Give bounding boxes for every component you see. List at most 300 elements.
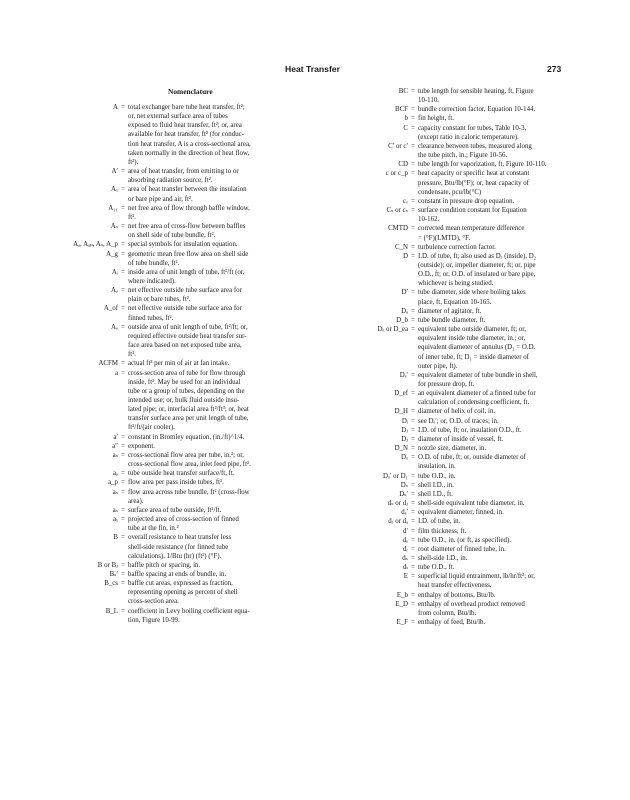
equals-sign: = bbox=[411, 124, 415, 132]
definition-line: surface condition constant for Equation bbox=[418, 207, 527, 215]
equals-sign: = bbox=[411, 252, 415, 260]
entry-symbol: BC bbox=[398, 88, 408, 95]
nomenclature-entry bbox=[336, 499, 598, 508]
nomenclature-entry bbox=[336, 224, 598, 242]
entry-symbol: Cₛ or cₛ bbox=[386, 207, 408, 215]
equals-sign: = bbox=[121, 268, 125, 276]
entry-definition bbox=[418, 499, 598, 508]
entry-definition bbox=[418, 105, 598, 114]
entry-symbol: E bbox=[403, 573, 408, 581]
nomenclature-entry bbox=[40, 478, 330, 487]
nomenclature-entry bbox=[336, 417, 598, 426]
definition-line: outside area of unit length of tube, ft²/ft; or, bbox=[128, 323, 248, 331]
equals-sign: = bbox=[411, 518, 415, 526]
entry-symbol: dⱼ or dₐ bbox=[388, 518, 408, 526]
definition-line: finned tubes, ft². bbox=[128, 314, 174, 322]
entry-symbol: D_ef bbox=[394, 390, 408, 398]
entry-definition bbox=[418, 618, 598, 627]
entry-definition bbox=[418, 563, 598, 572]
definition-line: baffle spacing at ends of bundle, in. bbox=[128, 570, 227, 578]
definition-line: tion, Figure 10-99. bbox=[128, 616, 180, 624]
entry-definition bbox=[128, 506, 330, 515]
entry-definition bbox=[418, 490, 598, 499]
entry-definition bbox=[418, 160, 598, 169]
nomenclature-entry bbox=[336, 169, 598, 196]
nomenclature-entry bbox=[336, 554, 598, 563]
definition-line: place, ft, Equation 10-165. bbox=[418, 298, 492, 306]
equals-sign: = bbox=[411, 289, 415, 297]
definition-line: baffle pitch or spacing, in. bbox=[128, 561, 201, 569]
nomenclature-entry bbox=[336, 517, 598, 526]
definition-line: see Dₑ′; or, O.D. of traces; in. bbox=[418, 417, 499, 425]
nomenclature-entry bbox=[336, 527, 598, 536]
definition-line: representing opening as percent of shell bbox=[128, 589, 238, 597]
equals-sign: = bbox=[411, 115, 415, 123]
definition-line: 10-162. bbox=[418, 216, 440, 224]
definition-line: required effective outside heat transfer sur- bbox=[128, 332, 247, 340]
entry-symbol: C′ or c′ bbox=[388, 142, 408, 150]
entry-symbol: E_b bbox=[396, 591, 408, 599]
definition-line: whichever is being studied. bbox=[418, 280, 494, 288]
nomenclature-entry bbox=[336, 114, 598, 123]
equals-sign: = bbox=[121, 104, 125, 111]
definition-line: projected area of cross-section of finned bbox=[128, 516, 239, 524]
equals-sign: = bbox=[121, 607, 125, 615]
nomenclature-entry bbox=[336, 435, 598, 444]
definition-line: tube O.D., ft. bbox=[418, 564, 455, 572]
equals-sign: = bbox=[121, 433, 125, 441]
definition-line: plain or bare tubes, ft². bbox=[128, 296, 191, 304]
nomenclature-entry bbox=[336, 536, 598, 545]
definition-line: equivalent diameter of annulus (D₂ = O.D. bbox=[418, 344, 536, 352]
definition-line: tube bundle diameter, ft. bbox=[418, 316, 486, 324]
definition-line: of inner tube, ft; D₁ = inside diameter of bbox=[418, 353, 529, 361]
equals-sign: = bbox=[411, 454, 415, 462]
definition-line: insulation, in. bbox=[418, 463, 456, 471]
nomenclature-entry bbox=[336, 371, 598, 389]
definition-line: cross-sectional flow area per tube, in.²; or, bbox=[128, 451, 245, 459]
definition-line: face area based on net exposed tube area, bbox=[128, 342, 242, 350]
section-heading: Nomenclature bbox=[168, 87, 213, 96]
definition-line: coefficient in Levy boiling coefficient equa- bbox=[128, 607, 250, 615]
equals-sign: = bbox=[411, 527, 415, 535]
definition-line: overall resistance to heat transfer less bbox=[128, 534, 232, 542]
entry-definition bbox=[128, 369, 330, 433]
definition-line: heat capacity or specific heat at constant bbox=[418, 170, 530, 178]
definition-line: net free area of cross-flow between baffles bbox=[128, 223, 246, 231]
nomenclature-entry bbox=[40, 607, 330, 625]
entry-symbol: b bbox=[404, 115, 408, 123]
entry-definition bbox=[418, 591, 598, 600]
nomenclature-entry bbox=[336, 389, 598, 407]
entry-symbol: a″ bbox=[112, 442, 118, 450]
entry-symbol: C_N bbox=[394, 243, 408, 251]
definition-line: cross-section area of tube for flow through bbox=[128, 369, 246, 377]
entry-symbol: ACFM bbox=[98, 360, 118, 368]
definition-line: available for heat transfer, ft² (for conduc- bbox=[128, 131, 244, 139]
equals-sign: = bbox=[411, 481, 415, 489]
equals-sign: = bbox=[121, 223, 125, 231]
nomenclature-entry bbox=[336, 105, 598, 114]
entry-definition bbox=[418, 407, 598, 416]
entry-definition bbox=[128, 561, 330, 570]
definition-line: absorbing radiation source, ft². bbox=[128, 177, 213, 185]
definition-line: or, net external surface area of tubes bbox=[128, 113, 228, 121]
equals-sign: = bbox=[411, 435, 415, 443]
definition-line: shell-side resistance (for finned tube bbox=[128, 543, 229, 551]
definition-line: lated pipe; or, interfacial area ft²/ft³; or, heat bbox=[128, 406, 249, 414]
entry-definition bbox=[418, 417, 598, 426]
nomenclature-entry bbox=[40, 451, 330, 469]
definition-line: intended use; or, bulk fluid outside insu- bbox=[128, 397, 240, 404]
nomenclature-entry bbox=[40, 533, 330, 560]
entry-definition bbox=[128, 268, 330, 286]
entry-definition bbox=[128, 533, 330, 560]
nomenclature-entry bbox=[40, 561, 330, 570]
nomenclature-entry bbox=[336, 325, 598, 371]
equals-sign: = bbox=[121, 442, 125, 450]
definition-line: baffle cut areas, expressed as fraction, bbox=[128, 580, 233, 588]
entry-symbol: aₓ bbox=[112, 516, 118, 524]
nomenclature-entry bbox=[336, 206, 598, 224]
entry-symbol: Dₒ bbox=[401, 454, 408, 462]
definition-line: inside area of unit length of tube, ft²/ft (or, bbox=[128, 268, 245, 276]
definition-line: tube outside heat transfer surface/ft, ft. bbox=[128, 470, 235, 478]
equals-sign: = bbox=[411, 445, 415, 453]
definition-line: net free area of flow through baffle window, bbox=[128, 204, 250, 212]
nomenclature-entry bbox=[336, 572, 598, 590]
definition-line: nozzle size, diameter, in. bbox=[418, 445, 487, 453]
definition-line: condensate, pcu/lb(°C) bbox=[418, 188, 482, 196]
definition-line: an equivalent diameter of a finned tube for bbox=[418, 390, 536, 398]
nomenclature-entry bbox=[336, 197, 598, 206]
definition-line: flow area per pass inside tubes, ft². bbox=[128, 479, 224, 487]
equals-sign: = bbox=[121, 451, 125, 459]
entry-symbol: Bₛ′ bbox=[109, 570, 118, 578]
definition-line: enthalpy of overhead product removed bbox=[418, 600, 525, 608]
definition-line: cross-sectional flow area, inlet feed pipe, ft². bbox=[128, 461, 251, 469]
nomenclature-entry bbox=[336, 490, 598, 499]
entry-definition bbox=[128, 607, 330, 625]
definition-line: shell I.D., ft. bbox=[418, 490, 453, 498]
entry-definition bbox=[128, 515, 330, 533]
nomenclature-entry bbox=[336, 618, 598, 627]
entry-symbol: D_N bbox=[394, 445, 408, 453]
entry-symbol: CD bbox=[398, 161, 408, 169]
entry-symbol: dᵣ bbox=[402, 545, 408, 553]
equals-sign: = bbox=[411, 564, 415, 572]
entry-symbol: Aₓ bbox=[111, 186, 118, 194]
nomenclature-entry bbox=[336, 124, 598, 142]
nomenclature-entry bbox=[40, 286, 330, 304]
entry-definition bbox=[128, 204, 330, 222]
equals-sign: = bbox=[121, 305, 125, 313]
definition-line: area). bbox=[128, 497, 144, 505]
entry-symbol: A₁₁ bbox=[108, 204, 118, 212]
equals-sign: = bbox=[121, 241, 125, 249]
definition-line: film thickness, ft. bbox=[418, 527, 467, 535]
entry-symbol: dₒ bbox=[402, 536, 408, 544]
entry-definition bbox=[418, 435, 598, 444]
definition-line: tube diameter, side where boiling takes bbox=[418, 289, 526, 297]
entry-symbol: B bbox=[113, 534, 118, 542]
entry-symbol: a bbox=[114, 369, 118, 377]
definition-line: the tube pitch, in.; Figure 10-56. bbox=[418, 152, 508, 160]
definition-line: net effective outside tube surface area for bbox=[128, 287, 242, 295]
equals-sign: = bbox=[411, 545, 415, 553]
equals-sign: = bbox=[121, 479, 125, 487]
entry-definition bbox=[418, 572, 598, 590]
definition-line: O.D., ft; or, O.D. of insulated or bare pipe, bbox=[418, 271, 536, 279]
entry-symbol: BCF bbox=[394, 106, 408, 114]
definition-line: heat transfer effectiveness. bbox=[418, 582, 492, 590]
equals-sign: = bbox=[411, 390, 415, 398]
entry-definition bbox=[128, 250, 330, 268]
definition-line: calculations), 1/Btu (hr) (ft²) (°F). bbox=[128, 552, 222, 560]
entry-definition bbox=[128, 103, 330, 167]
entry-definition bbox=[418, 527, 598, 536]
entry-symbol: Aₐ, Aₐₚ, Aₛ, A_p bbox=[73, 241, 118, 249]
equals-sign: = bbox=[411, 243, 415, 251]
definition-line: cross-section area. bbox=[128, 598, 179, 606]
entry-definition bbox=[418, 124, 598, 142]
entry-definition bbox=[418, 288, 598, 306]
nomenclature-entry bbox=[40, 240, 330, 249]
definition-line: O.D. of tube, ft; or, outside diameter of bbox=[418, 454, 526, 462]
entry-symbol: Aₒ bbox=[111, 323, 118, 331]
definition-line: pressure, Btu/lb(°F); or, heat capacity of bbox=[418, 179, 529, 187]
nomenclature-entry bbox=[336, 563, 598, 572]
definition-line: 10-110. bbox=[418, 97, 439, 105]
definition-line: of tube bundle, ft². bbox=[128, 259, 180, 267]
definition-line: equivalent diameter of tube bundle in shell, bbox=[418, 371, 538, 379]
equals-sign: = bbox=[411, 417, 415, 425]
definition-line: taken normally in the direction of heat flow, bbox=[128, 149, 250, 157]
entry-symbol: D_H bbox=[394, 408, 408, 416]
equals-sign: = bbox=[411, 536, 415, 544]
entry-definition bbox=[418, 307, 598, 316]
entry-symbol: Aᵢ bbox=[111, 268, 118, 276]
nomenclature-entry bbox=[40, 222, 330, 240]
definition-line: I.D. of tube, ft; or, insulation O.D., ft. bbox=[418, 426, 522, 434]
equals-sign: = bbox=[121, 204, 125, 212]
definition-line: tion heat transfer, A is a cross-sectional area, bbox=[128, 140, 251, 148]
equals-sign: = bbox=[411, 88, 415, 95]
equals-sign: = bbox=[121, 186, 125, 194]
definition-line: actual ft³ per min of air at fan intake. bbox=[128, 360, 230, 368]
equals-sign: = bbox=[121, 506, 125, 514]
entry-symbol: A_g bbox=[106, 250, 118, 258]
entry-definition bbox=[418, 444, 598, 453]
definition-line: geometric mean free flow area on shell side bbox=[128, 250, 249, 258]
definition-line: clearance between tubes, measured along bbox=[418, 142, 532, 150]
equals-sign: = bbox=[121, 580, 125, 588]
entry-symbol: Dⱼ bbox=[401, 435, 408, 443]
definition-line: turbulence correction factor. bbox=[418, 243, 496, 251]
entry-definition bbox=[418, 517, 598, 526]
entry-definition bbox=[128, 185, 330, 203]
definition-line: I.D. of tube, in. bbox=[418, 518, 461, 526]
entry-symbol: Dₑ or D_ea bbox=[377, 326, 408, 334]
nomenclature-entry bbox=[40, 323, 330, 360]
definition-line: tube O.D., in. bbox=[418, 472, 456, 480]
entry-definition bbox=[418, 508, 598, 517]
page-number: 273 bbox=[547, 64, 562, 74]
definition-line: corrected mean temperature difference bbox=[418, 225, 525, 233]
entry-definition bbox=[128, 478, 330, 487]
nomenclature-entry bbox=[40, 304, 330, 322]
entry-symbol: Dₒ′ or D₁ bbox=[382, 472, 408, 480]
entry-symbol: Aₒ bbox=[111, 287, 118, 295]
nomenclature-entry bbox=[40, 515, 330, 533]
entry-symbol: E_D bbox=[395, 600, 408, 608]
entry-symbol: A bbox=[113, 104, 118, 111]
definition-line: shell-side I.D., in. bbox=[418, 554, 468, 562]
nomenclature-entry bbox=[40, 204, 330, 222]
equals-sign: = bbox=[411, 106, 415, 114]
definition-line: ft²). bbox=[128, 158, 139, 166]
nomenclature-entry bbox=[336, 160, 598, 169]
definition-line: flow area across tube bundle, ft² (cross-flow bbox=[128, 488, 250, 496]
nomenclature-entry bbox=[336, 444, 598, 453]
equals-sign: = bbox=[411, 472, 415, 480]
definition-line: equivalent inside tube diameter, in.; or, bbox=[418, 335, 526, 343]
nomenclature-entry bbox=[40, 359, 330, 368]
entry-symbol: E_F bbox=[396, 619, 408, 627]
equals-sign: = bbox=[411, 591, 415, 599]
right-entry-list bbox=[336, 87, 598, 627]
definition-line: or bare pipe and air, ft². bbox=[128, 195, 193, 203]
equals-sign: = bbox=[121, 561, 125, 569]
equals-sign: = bbox=[411, 142, 415, 150]
entry-symbol: Dₛ bbox=[400, 481, 408, 489]
entry-symbol: cᵥ bbox=[402, 197, 408, 205]
entry-symbol: aₛ bbox=[112, 506, 118, 514]
entry-definition bbox=[418, 453, 598, 471]
nomenclature-entry bbox=[40, 103, 330, 167]
equals-sign: = bbox=[121, 516, 125, 524]
nomenclature-entry bbox=[40, 579, 330, 606]
nomenclature-entry bbox=[336, 288, 598, 306]
definition-line: fin height, ft. bbox=[418, 115, 454, 123]
equals-sign: = bbox=[121, 570, 125, 578]
definition-line: outer pipe, ft). bbox=[418, 362, 458, 370]
equals-sign: = bbox=[411, 554, 415, 562]
nomenclature-entry bbox=[336, 87, 598, 105]
entry-definition bbox=[418, 481, 598, 490]
entry-symbol: B_cs bbox=[104, 580, 118, 588]
definition-line: diameter of helix of coil, in. bbox=[418, 408, 496, 416]
entry-symbol: Aₛ bbox=[110, 223, 118, 231]
entry-definition bbox=[418, 545, 598, 554]
definition-line: superficial liquid entrainment, lb/hr/ft²; or, bbox=[418, 573, 535, 581]
definition-line: total exchanger bare tube heat transfer, ft²; bbox=[128, 104, 245, 111]
definition-line: enthalpy of feed, Btu/lb. bbox=[418, 619, 486, 627]
equals-sign: = bbox=[411, 207, 415, 215]
entry-definition bbox=[418, 197, 598, 206]
nomenclature-entry bbox=[40, 167, 330, 185]
right-column bbox=[336, 87, 598, 627]
entry-definition bbox=[128, 433, 330, 442]
equals-sign: = bbox=[411, 600, 415, 608]
entry-definition bbox=[418, 389, 598, 407]
equals-sign: = bbox=[411, 573, 415, 581]
entry-definition bbox=[418, 554, 598, 563]
entry-symbol: dₛ or dⱼ bbox=[387, 500, 408, 508]
entry-definition bbox=[128, 286, 330, 304]
definition-line: exponent. bbox=[128, 442, 155, 450]
definition-line: area of heat transfer, from emitting to or bbox=[128, 168, 239, 176]
definition-line: special symbols for insulation equation. bbox=[128, 241, 238, 249]
equals-sign: = bbox=[121, 250, 125, 258]
definition-line: tube length for vaporization, ft, Figure 10-110. bbox=[418, 161, 547, 169]
entry-symbol: Dⱼ bbox=[401, 426, 408, 434]
entry-definition bbox=[128, 570, 330, 579]
entry-definition bbox=[418, 325, 598, 371]
definition-line: equivalent tube outside diameter, ft; or, bbox=[418, 326, 526, 334]
entry-definition bbox=[418, 206, 598, 224]
definition-line: shell-side equivalent tube diameter, in. bbox=[418, 500, 525, 508]
equals-sign: = bbox=[121, 287, 125, 295]
entry-symbol: A′ bbox=[111, 168, 118, 176]
definition-line: equivalent diameter, finned, in. bbox=[418, 509, 504, 517]
entry-symbol: c or c_p bbox=[385, 170, 408, 178]
running-header bbox=[0, 64, 630, 78]
equals-sign: = bbox=[411, 326, 415, 334]
definition-line: capacity constant for tubes, Table 10-3, bbox=[418, 124, 527, 132]
nomenclature-entry bbox=[336, 481, 598, 490]
definition-line: constant in pressure drop equation. bbox=[418, 197, 515, 205]
left-entry-list bbox=[40, 103, 330, 625]
entry-definition bbox=[128, 167, 330, 185]
entry-symbol: Dₛ′ bbox=[399, 490, 408, 498]
equals-sign: = bbox=[121, 168, 125, 176]
definition-line: net effective outside tube surface area for bbox=[128, 305, 242, 313]
nomenclature-entry bbox=[40, 469, 330, 478]
nomenclature-entry bbox=[40, 268, 330, 286]
nomenclature-entry bbox=[40, 488, 330, 506]
equals-sign: = bbox=[411, 408, 415, 416]
nomenclature-entry bbox=[40, 442, 330, 451]
equals-sign: = bbox=[411, 426, 415, 434]
equals-sign: = bbox=[121, 470, 125, 478]
left-column bbox=[40, 87, 330, 625]
equals-sign: = bbox=[411, 197, 415, 205]
definition-line: diameter of agitator, ft. bbox=[418, 307, 482, 315]
equals-sign: = bbox=[411, 619, 415, 627]
entry-symbol: d′ bbox=[403, 527, 408, 535]
nomenclature-entry bbox=[336, 407, 598, 416]
definition-line: ft². bbox=[128, 351, 136, 359]
definition-line: bundle correction factor, Equation 10-144. bbox=[418, 106, 536, 114]
definition-line: diameter of inside of vessel, ft. bbox=[418, 435, 504, 443]
nomenclature-entry bbox=[40, 570, 330, 579]
entry-symbol: aₛ bbox=[112, 488, 118, 496]
definition-line: shell I.D., in. bbox=[418, 481, 454, 489]
entry-definition bbox=[418, 142, 598, 160]
nomenclature-entry bbox=[336, 600, 598, 618]
definition-line: transfer surface area per unit length of tube, bbox=[128, 415, 249, 423]
entry-definition bbox=[418, 316, 598, 325]
entry-definition bbox=[418, 114, 598, 123]
entry-symbol: A_of bbox=[103, 305, 118, 313]
nomenclature-entry bbox=[336, 252, 598, 289]
definition-line: root diameter of finned tube, in. bbox=[418, 545, 506, 553]
header-title: Heat Transfer bbox=[285, 64, 340, 74]
definition-line: area of heat transfer between the insulation bbox=[128, 186, 247, 194]
definition-line: surface area of tube outside, ft²/ft. bbox=[128, 506, 222, 514]
nomenclature-entry bbox=[336, 472, 598, 481]
